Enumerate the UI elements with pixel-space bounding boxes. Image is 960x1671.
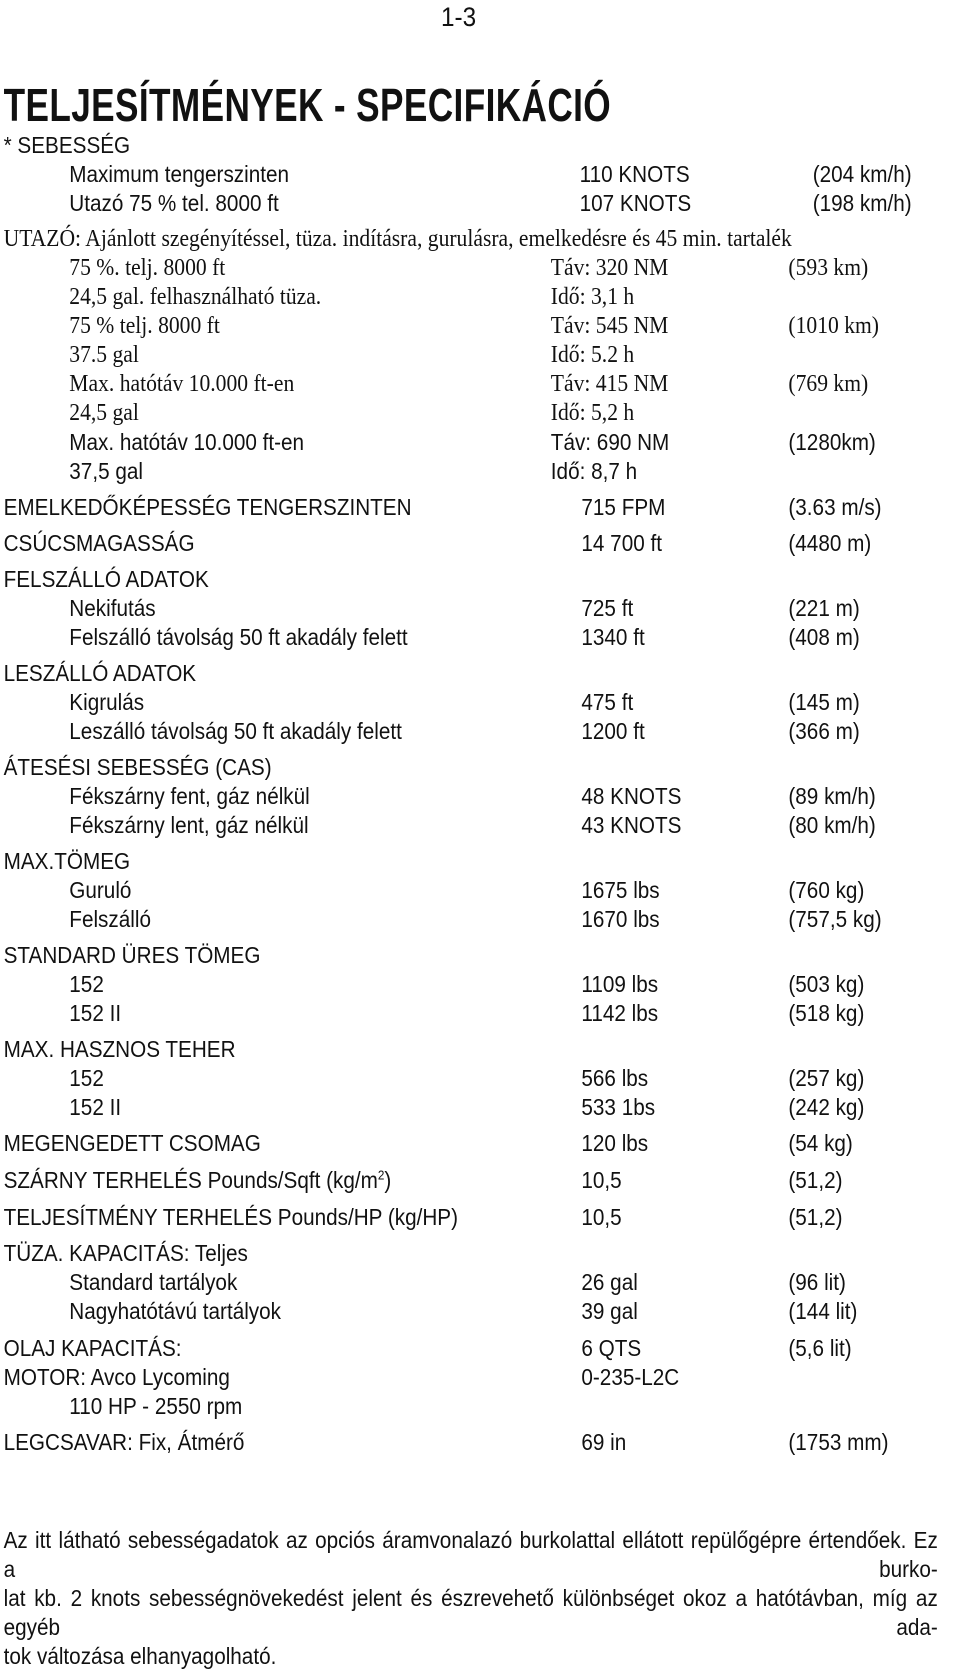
spec-label: Guruló [69,877,132,903]
spec-value: Idő: 5,2 h [550,400,635,426]
spec-row [0,1238,959,1268]
spec-label: MEGENGEDETT CSOMAG [3,1130,261,1156]
spec-label: Nekifutás [69,595,156,621]
spec-row [0,875,959,905]
spec-row [0,1427,959,1457]
spec-metric-value: (760 kg) [788,877,865,903]
spec-label: Leszálló távolság 50 ft akadály felett [69,718,402,744]
spec-metric-value: (51,2) [788,1204,843,1230]
spec-metric-value: (503 kg) [788,971,865,997]
spec-metric-value: (1280km) [788,429,876,455]
spec-value: Idő: 5.2 h [550,342,635,368]
spec-metric-value: (145 m) [788,689,860,715]
spec-value: 10,5 [581,1204,622,1230]
spec-label: 152 [69,971,104,997]
spec-value: 107 KNOTS [579,190,692,216]
spec-metric-value: (366 m) [788,718,860,744]
spec-metric-value: (80 km/h) [788,812,876,838]
spec-label: 152 [69,1065,104,1091]
spec-value: 725 ft [581,595,634,621]
spec-value: 69 in [581,1429,627,1455]
spec-row [0,1333,959,1363]
spec-row [0,1391,959,1421]
spec-label: ÁTESÉSI SEBESSÉG (CAS) [3,754,272,780]
spec-row [0,369,959,399]
spec-value: 1675 lbs [581,877,660,903]
spec-metric-value: (518 kg) [788,1000,865,1026]
spec-label: CSÚCSMAGASSÁG [3,530,195,556]
spec-metric-value: (1753 mm) [788,1429,889,1455]
spec-value: Táv: 545 NM [550,313,669,339]
spec-value: 1670 lbs [581,906,660,932]
spec-row [0,1128,959,1158]
spec-row [0,1362,959,1392]
spec-label: Fékszárny fent, gáz nélkül [69,783,310,809]
spec-value: 6 QTS [581,1335,642,1361]
spec-row [0,940,959,970]
spec-value: Táv: 690 NM [550,429,670,455]
spec-metric-value: (198 km/h) [812,190,912,216]
spec-label: Maximum tengerszinten [69,161,290,187]
spec-value: 715 FPM [581,494,666,520]
spec-label: * SEBESSÉG [3,132,131,158]
spec-label: EMELKEDŐKÉPESSÉG TENGERSZINTEN [3,494,412,520]
spec-row [0,716,959,746]
spec-label: Max. hatótáv 10.000 ft-en [69,429,305,455]
spec-value: 39 gal [581,1298,638,1324]
spec-metric-value: (96 lit) [788,1269,846,1295]
spec-row [0,427,959,457]
spec-row [0,159,959,189]
footnote [4,1526,938,1671]
footnote-line-2: lat kb. 2 knots sebességnövekedést jelent és észrevehető különbséget okoz a hatótávban, míg az egyéb ada- [3,1585,938,1640]
spec-metric-value: (769 km) [788,371,869,397]
spec-row [0,1267,959,1297]
spec-label: Nagyhatótávú tartályok [69,1298,282,1324]
spec-row [0,687,959,717]
spec-label: 24,5 gal. felhasználható tüza. [69,284,322,310]
spec-label: 75 %. telj. 8000 ft [69,255,226,281]
spec-metric-value: (1010 km) [788,313,879,339]
spec-label: MAX. HASZNOS TEHER [3,1036,236,1062]
spec-value: Táv: 320 NM [550,255,669,281]
spec-value: Táv: 415 NM [550,371,669,397]
spec-label: TELJESÍTMÉNY TERHELÉS Pounds/HP (kg/HP) [3,1204,459,1230]
spec-label: STANDARD ÜRES TÖMEG [3,942,261,968]
spec-value: 566 lbs [581,1065,649,1091]
spec-label: 152 II [69,1000,122,1026]
spec-label: LESZÁLLÓ ADATOK [3,660,197,686]
spec-label: Standard tartályok [69,1269,238,1295]
spec-row [0,1202,959,1232]
spec-label: Felszálló [69,906,151,932]
spec-metric-value: (54 kg) [788,1130,853,1156]
spec-metric-value: (4480 m) [788,530,872,556]
spec-value: Idő: 3,1 h [550,284,635,310]
spec-row [0,810,959,840]
spec-metric-value: (757,5 kg) [788,906,882,932]
spec-metric-value: (204 km/h) [812,161,912,187]
spec-row [0,846,959,876]
superscript: 2 [377,1167,385,1183]
spec-metric-value: (257 kg) [788,1065,865,1091]
spec-row [0,130,959,160]
spec-metric-value: (242 kg) [788,1094,865,1120]
spec-row [0,969,959,999]
label-suffix: ) [384,1167,392,1193]
spec-value: 533 1bs [581,1094,656,1120]
spec-row [0,1296,959,1326]
spec-value: 120 lbs [581,1130,649,1156]
spec-row [0,781,959,811]
spec-value: 1142 lbs [581,1000,659,1026]
spec-label: Utazó 75 % tel. 8000 ft [69,190,279,216]
spec-value: 1109 lbs [581,971,659,997]
spec-label: Felszálló távolság 50 ft akadály felett [69,624,408,650]
spec-metric-value: (221 m) [788,595,860,621]
spec-label: OLAJ KAPACITÁS: [3,1335,182,1361]
spec-row [0,492,959,522]
spec-label: 37.5 gal [69,342,139,368]
spec-row [0,593,959,623]
spec-label: Fékszárny lent, gáz nélkül [69,812,309,838]
spec-row [0,340,959,370]
spec-metric-value: (408 m) [788,624,860,650]
spec-value: 10,5 [581,1167,622,1193]
spec-value: 43 KNOTS [581,812,682,838]
spec-metric-value: (51,2) [788,1167,843,1193]
spec-value: 14 700 ft [581,530,662,556]
spec-label: UTAZÓ: Ajánlott szegényítéssel, tüza. indításra, gurulásra, emelkedésre és 45 min. tartalék [3,226,792,252]
spec-label: MOTOR: Avco Lycoming [3,1364,230,1390]
spec-value: 1340 ft [581,624,645,650]
spec-value: 110 KNOTS [579,161,690,187]
spec-metric-value: (144 lit) [788,1298,858,1324]
spec-label: 24,5 gal [69,400,139,426]
spec-label: TÜZA. KAPACITÁS: Teljes [3,1240,248,1266]
spec-value: 26 gal [581,1269,638,1295]
spec-row [0,253,959,283]
spec-metric-value: (3.63 m/s) [788,494,882,520]
spec-row [0,456,959,486]
spec-row [0,564,959,594]
spec-row [0,752,959,782]
spec-row [0,622,959,652]
spec-label: 152 II [69,1094,122,1120]
spec-metric-value: (89 km/h) [788,783,876,809]
spec-row [0,398,959,428]
spec-value: 475 ft [581,689,634,715]
spec-label: LEGCSAVAR: Fix, Átmérő [3,1429,245,1455]
spec-label: 37,5 gal [69,458,143,484]
spec-label: FELSZÁLLÓ ADATOK [3,566,209,592]
spec-row [0,1165,959,1195]
spec-row [0,282,959,312]
spec-row [0,658,959,688]
spec-row [0,528,959,558]
spec-value: 48 KNOTS [581,783,682,809]
spec-row [0,1034,959,1064]
spec-row [0,904,959,934]
spec-label: 75 % telj. 8000 ft [69,313,220,339]
footnote-line-1: Az itt látható sebességadatok az opciós áramvonalazó burkolattal ellátott repülőgépre értendőek. Ez a burko- [3,1527,938,1582]
spec-label: MAX.TÖMEG [3,848,131,874]
spec-label: Max. hatótáv 10.000 ft-en [69,371,295,397]
spec-row [0,188,959,218]
footnote-line-3: tok változása elhanyagolható. [3,1643,277,1669]
page-title: TELJESÍTMÉNYEK - SPECIFIKÁCIÓ [3,79,612,131]
spec-row [0,1092,959,1122]
spec-label: SZÁRNY TERHELÉS Pounds/Sqft $(kg/m^2)$ [3,1167,392,1193]
spec-label: Kigrulás [69,689,145,715]
spec-row [0,1063,959,1093]
spec-row [0,998,959,1028]
spec-label: 110 HP - 2550 rpm [69,1393,243,1419]
spec-value: 0-235-L2C [581,1364,680,1390]
page-number: 1-3 [441,2,477,32]
spec-metric-value: (5,6 lit) [788,1335,852,1361]
spec-metric-value: (593 km) [788,255,869,281]
spec-row [0,224,959,254]
spec-value: 1200 ft [581,718,645,744]
spec-value: Idő: 8,7 h [550,458,638,484]
spec-row [0,311,959,341]
